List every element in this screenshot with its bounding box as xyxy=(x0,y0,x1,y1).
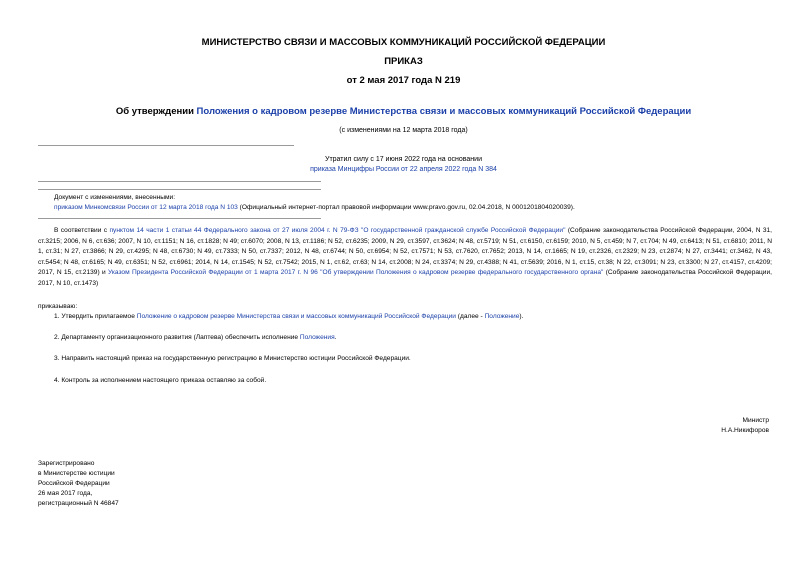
divider xyxy=(38,218,321,219)
doc-date-number: от 2 мая 2017 года N 219 xyxy=(346,75,461,86)
expired-link-wrap xyxy=(0,166,807,173)
signatory-name: Н.А.Никифоров xyxy=(721,427,769,434)
item-text: (далее - xyxy=(455,313,485,320)
divider xyxy=(38,189,321,190)
item-text: ). xyxy=(519,313,524,320)
expired-note: Утратил силу с 17 июня 2022 года на основании xyxy=(325,156,482,163)
presidential-decree-link[interactable]: Указом Президента Российской Федерации от 1 марта 2017 г. N 96 "Об утверждении Положения о кадровом резерве федерального государственного органа" xyxy=(107,269,604,277)
order-word: приказываю: xyxy=(38,303,78,310)
ministry-heading: МИНИСТЕРСТВО СВЯЗИ И МАССОВЫХ КОММУНИКАЦИЙ РОССИЙСКОЙ ФЕДЕРАЦИИ xyxy=(201,37,606,48)
preamble-text: (Собрание законодательства Российской Федерации, 2004, N 31, ст.3215; 2006, N 6, ст.636; 2007, N 10, ст.1151; N 16, ст.1828; N 49; ст.6070; 2008, N 13, ст.1186; N 52, ст.6235; 2009, N 29, ст.3597, ст.3624; N 48, ст.5719; N 51, ст.6150, ст.6159; 2010, N 5, ст.459; N 7, ст.704; N 49, ст.6413; N 51, ст.6810; 2011, N 1, ст.31; N 27, ст.3866; N 29, ст.4295; N 48, ст.6730; N 49, ст.7333; N 50, ст.7337; 2012, N 48, ст.6744; N 50, ст.6954; N 52, ст.7571; N 53, ст.7620, ст.7652; 2013, N 14, ст.1665; N 19, ст.2326, ст.2329; N 23, ст.2874; N 27, ст.3441; ст.3462, N 43, ст.5454; N 48, ст.6165; N 49, ст.6351; N 52, ст.6961; 2014, N 14, ст.1545; N 52, ст.7542; 2015, N 1, ст.62, ст.63; N 14, ст.2008; N 24, ст.3374; N 29, ст.4388; N 41, ст.5639; 2016, N 1, ст.15, ст.38; N 22, ст.3091; N 23, ст.3300; N 27, ст.4157, ст.4209; 2017, N 15, ст.2139) и xyxy=(38,227,773,277)
regulation-link[interactable]: Положение о кадровом резерве Министерства связи и массовых коммуникаций Российской Федерации xyxy=(136,313,456,320)
order-item-4: 4. Контроль за исполнением настоящего приказа оставляю за собой. xyxy=(54,377,267,384)
regulation-link-2[interactable]: Положения xyxy=(299,334,335,341)
preamble-text: (Собрание законодательства Российской Федерации, 2017, N 10, ст.1473) xyxy=(38,269,772,287)
order-item-2 xyxy=(54,334,337,341)
doc-type: ПРИКАЗ xyxy=(384,56,423,67)
registration-line-5: регистрационный N 46847 xyxy=(38,500,119,507)
item-text: . xyxy=(334,334,337,341)
registration-line-2: в Министерстве юстиции xyxy=(38,470,115,477)
registration-line-1: Зарегистрировано xyxy=(38,460,95,467)
registration-line-3: Российской Федерации xyxy=(38,480,110,487)
item-text: 1. Утвердить прилагаемое xyxy=(54,313,137,320)
changes-note: (с изменениями на 12 марта 2018 года) xyxy=(339,127,468,134)
amendments-line xyxy=(54,203,575,213)
expired-link[interactable]: приказа Минцифры России от 22 апреля 2022 года N 384 xyxy=(310,166,497,173)
preamble xyxy=(38,226,772,290)
order-item-3: 3. Направить настоящий приказ на государственную регистрацию в Министерство юстиции Российской Федерации. xyxy=(54,355,411,362)
preamble-text: В соответствии с xyxy=(54,227,110,234)
divider xyxy=(38,181,321,182)
title-link[interactable]: Положения о кадровом резерве Министерства связи и массовых коммуникаций Российской Федерации xyxy=(196,106,692,117)
divider xyxy=(38,145,294,146)
signatory-title: Министр xyxy=(742,417,769,424)
item-text: 2. Департаменту организационного развития (Лаптева) обеспечить исполнение xyxy=(54,334,300,341)
federal-law-link[interactable]: пунктом 14 части 1 статьи 44 Федерального закона от 27 июля 2004 г. N 79-ФЗ "О государственной гражданской службе Российской Федерации" xyxy=(109,227,566,234)
title-prefix: Об утверждении xyxy=(115,106,197,117)
order-item-1 xyxy=(54,313,523,320)
regulation-short-link[interactable]: Положение xyxy=(484,313,520,320)
amendment-source: (Официальный интернет-портал правовой информации www.pravo.gov.ru, 02.04.2018, N 0001201804020039). xyxy=(237,204,575,211)
registration-line-4: 26 мая 2017 года, xyxy=(38,490,93,497)
amendments-label: Документ с изменениями, внесенными: xyxy=(54,194,176,201)
doc-title xyxy=(0,106,807,117)
amendment-link[interactable]: приказом Минкомсвязи России от 12 марта 2018 года N 103 xyxy=(54,204,238,211)
